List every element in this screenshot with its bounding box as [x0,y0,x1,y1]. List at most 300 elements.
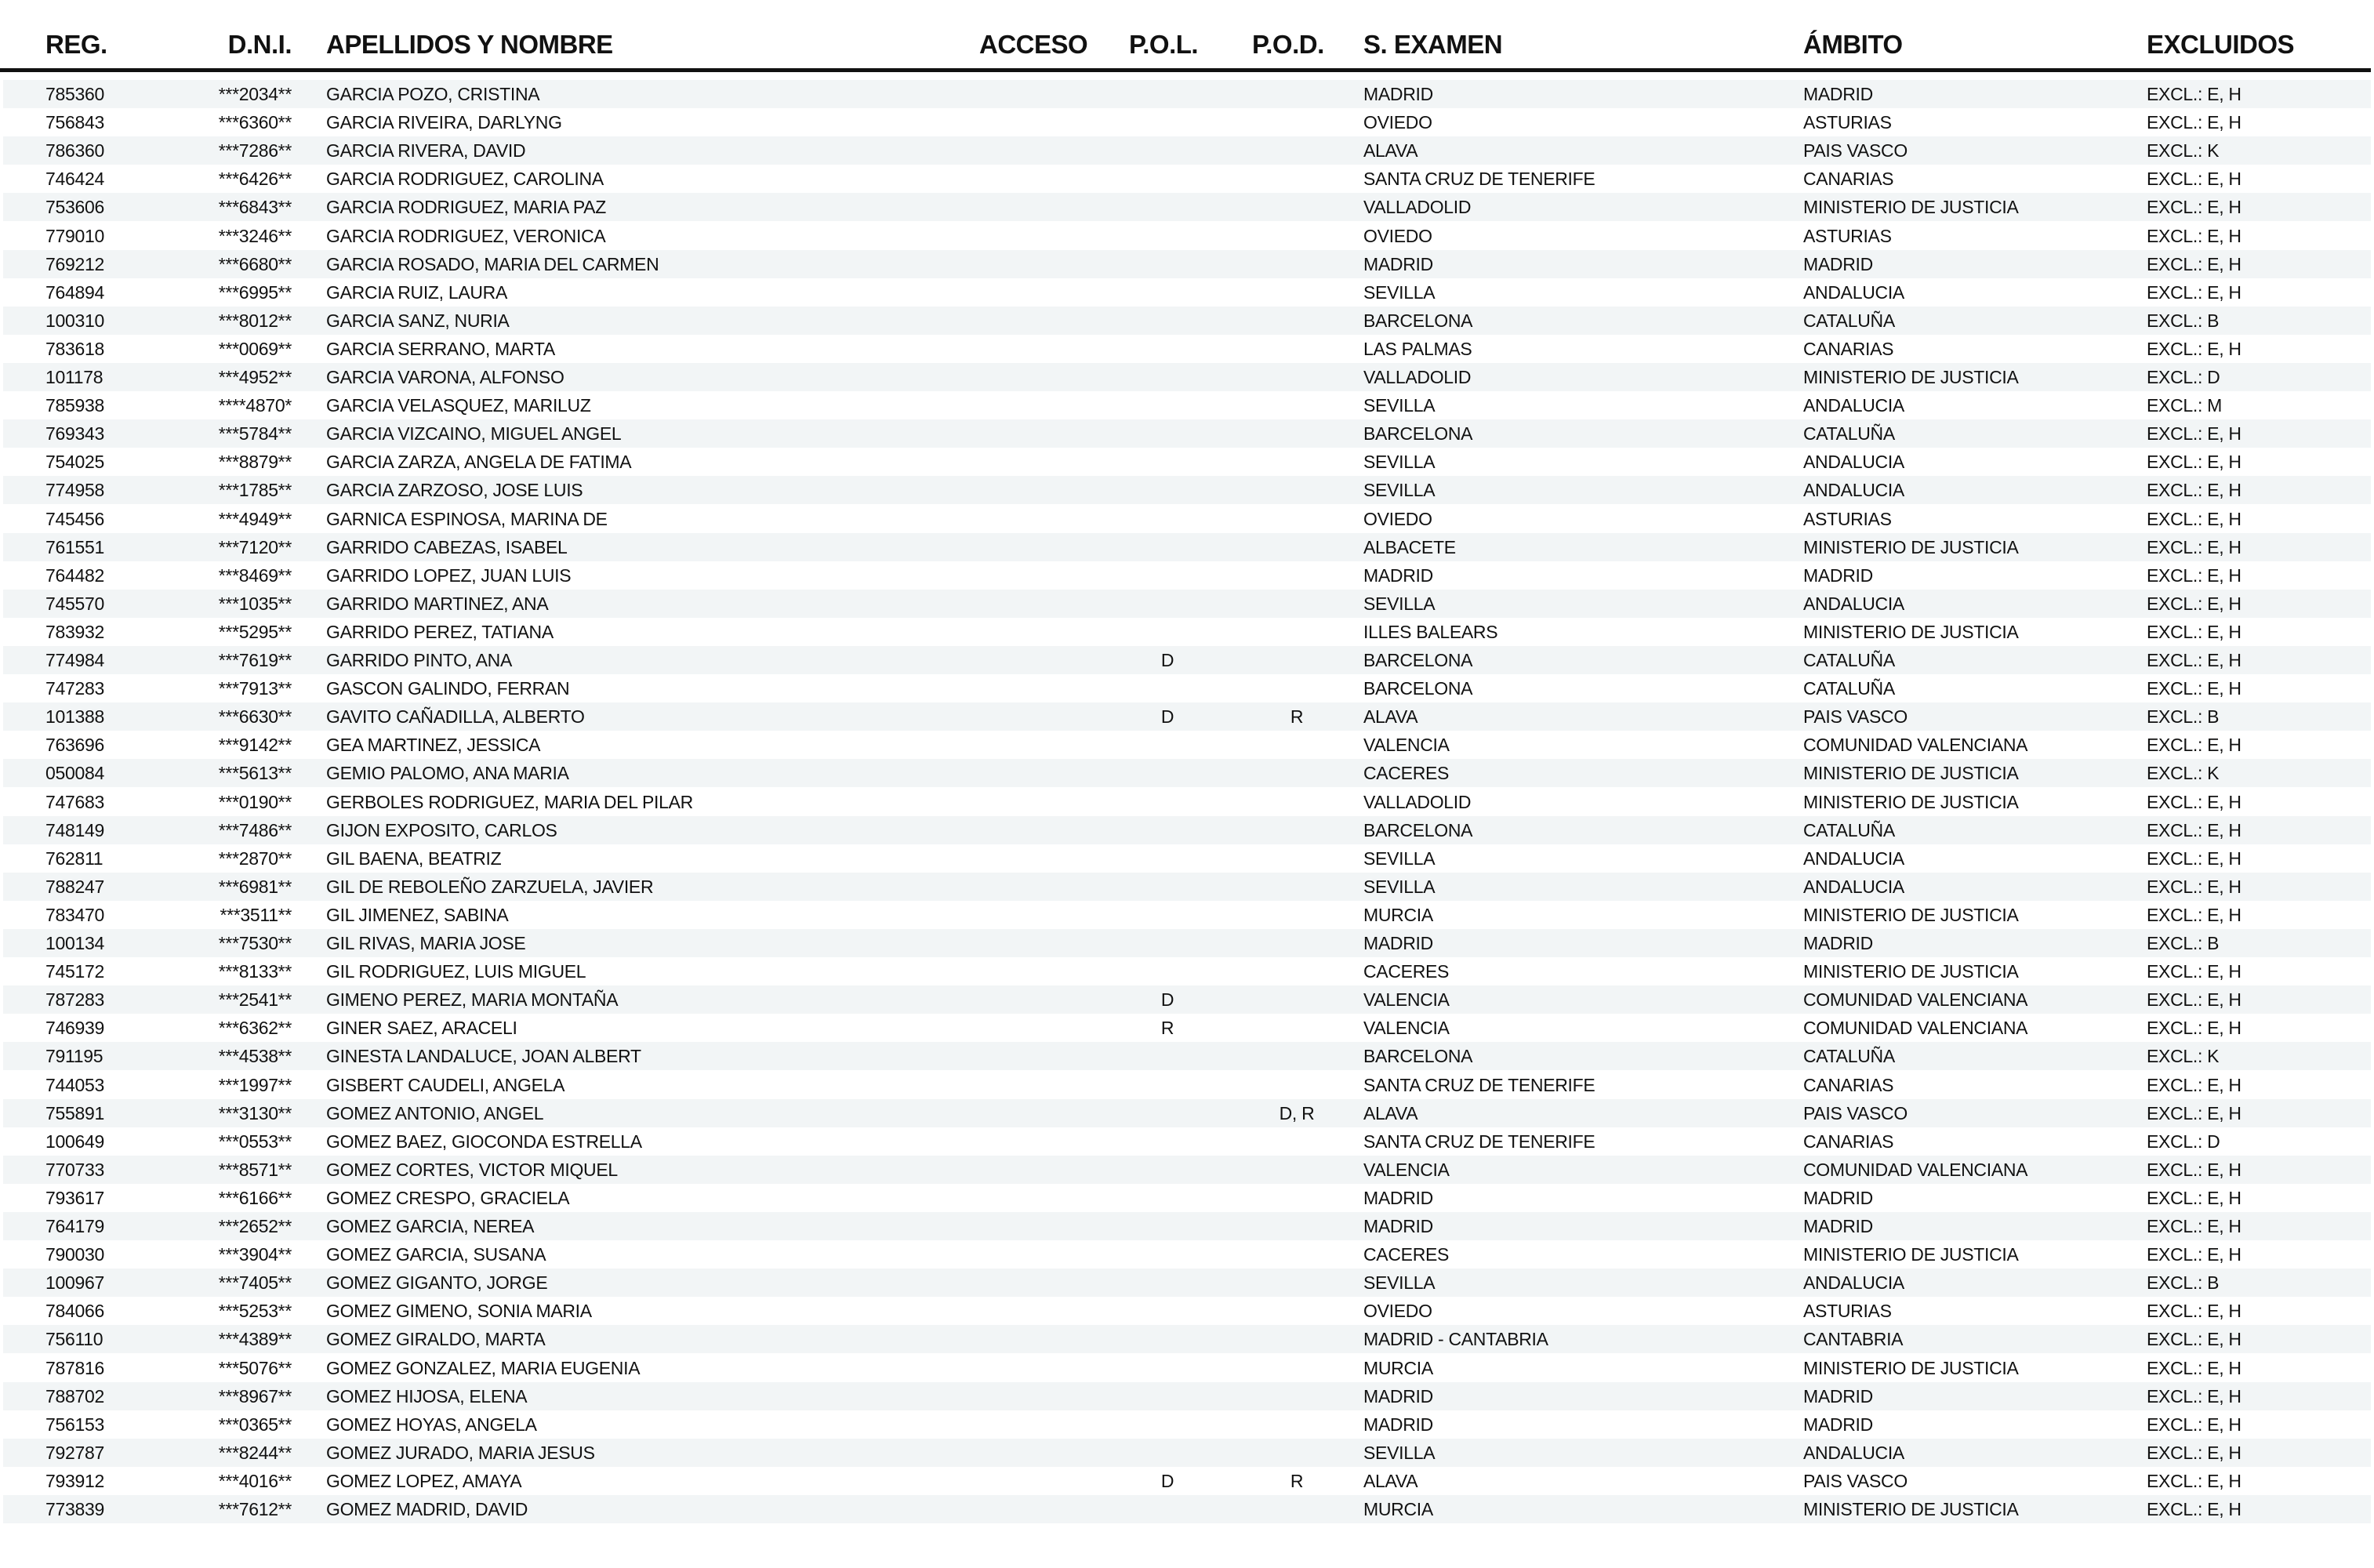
examen-cell: MADRID [1363,1414,1433,1435]
examen-cell: CACERES [1363,763,1450,784]
ambito-cell: MINISTERIO DE JUSTICIA [1803,621,2019,642]
name-cell: GOMEZ GARCIA, NEREA [326,1216,535,1236]
dni-cell: ***1997** [218,1074,292,1095]
name-cell: GARCIA RUIZ, LAURA [326,281,508,303]
name-cell: GERBOLES RODRIGUEZ, MARIA DEL PILAR [326,791,693,812]
reg-cell: 783932 [45,621,104,642]
table-row [3,1410,2371,1439]
examen-cell: SEVILLA [1363,1442,1436,1463]
table-row [3,1212,2371,1240]
excluidos-cell: EXCL.: E, H [2147,1499,2242,1519]
dni-cell: ***8967** [218,1385,292,1406]
pol-cell: R [1160,1018,1174,1039]
examen-cell: MADRID [1363,253,1433,274]
ambito-cell: MINISTERIO DE JUSTICIA [1803,1357,2019,1378]
name-cell: GARCIA POZO, CRISTINA [326,84,540,104]
dni-cell: ***7612** [218,1499,292,1519]
header-excluidos: EXCLUIDOS [2147,30,2295,59]
excluidos-cell: EXCL.: E, H [2147,1102,2242,1123]
name-cell: GARCIA RODRIGUEZ, MARIA PAZ [326,197,606,218]
ambito-cell: ANDALUCIA [1803,1442,1904,1463]
ambito-cell: MADRID [1803,564,1873,586]
name-cell: GARCIA ZARZOSO, JOSE LUIS [326,480,583,501]
reg-cell: 774958 [45,480,104,501]
name-cell: GINESTA LANDALUCE, JOAN ALBERT [326,1046,641,1067]
dni-cell: ***3904** [218,1244,292,1265]
reg-cell: 787816 [45,1357,104,1378]
examen-cell: MURCIA [1363,1357,1433,1378]
ambito-cell: MADRID [1803,1187,1873,1208]
table-row [3,1240,2371,1269]
table-row [3,419,2371,448]
examen-cell: MADRID [1363,564,1433,586]
table-row [3,1297,2371,1325]
ambito-cell: CATALUÑA [1803,650,1895,670]
excluidos-cell: EXCL.: E, H [2147,819,2242,840]
excluidos-cell: EXCL.: M [2147,395,2223,416]
name-cell: GEA MARTINEZ, JESSICA [326,735,541,756]
dni-cell: ***4389** [218,1329,292,1350]
excluidos-cell: EXCL.: K [2147,1046,2220,1067]
name-cell: GOMEZ HOYAS, ANGELA [326,1414,537,1435]
reg-cell: 756843 [45,112,104,133]
dni-cell: ***0365** [218,1414,292,1435]
excluidos-cell: EXCL.: E, H [2147,1159,2242,1180]
dni-cell: ***5784** [218,423,292,445]
ambito-cell: ASTURIAS [1803,508,1892,529]
examen-cell: SEVILLA [1363,848,1436,869]
reg-cell: 783618 [45,338,104,359]
name-cell: GISBERT CAUDELI, ANGELA [326,1074,565,1095]
reg-cell: 744053 [45,1074,104,1095]
examen-cell: ALAVA [1363,1102,1418,1123]
table-row [3,1325,2371,1353]
table-row [3,307,2371,335]
name-cell: GARCIA VARONA, ALFONSO [326,367,564,387]
dni-cell: ***0069** [218,338,292,359]
reg-cell: 100310 [45,310,104,331]
reg-cell: 762811 [45,848,103,869]
table-row [3,1439,2371,1467]
dni-cell: ***7619** [218,650,292,670]
name-cell: GOMEZ CORTES, VICTOR MIQUEL [326,1159,618,1180]
pol-cell: D [1160,1470,1174,1491]
ambito-cell: MINISTERIO DE JUSTICIA [1803,197,2019,218]
examen-cell: SEVILLA [1363,480,1436,501]
dni-cell: ***2034** [218,84,292,104]
excluidos-cell: EXCL.: E, H [2147,1329,2242,1350]
excluidos-cell: EXCL.: E, H [2147,876,2242,897]
reg-cell: 793617 [45,1187,104,1208]
excluidos-cell: EXCL.: B [2147,933,2220,953]
excluidos-cell: EXCL.: E, H [2147,1018,2242,1039]
reg-cell: 746939 [45,1018,104,1039]
name-cell: GAVITO CAÑADILLA, ALBERTO [326,706,585,728]
table-row [3,1042,2371,1070]
excluidos-cell: EXCL.: E, H [2147,904,2242,925]
reg-cell: 100967 [45,1272,104,1294]
reg-cell: 788247 [45,876,104,897]
name-cell: GARCIA RIVERA, DAVID [326,140,526,162]
examen-cell: BARCELONA [1363,650,1473,670]
ambito-cell: ANDALUCIA [1803,395,1904,416]
table-row [3,278,2371,307]
table-row [3,929,2371,957]
examen-cell: MURCIA [1363,1499,1433,1519]
reg-cell: 784066 [45,1301,104,1322]
table-row [3,1495,2371,1523]
reg-cell: 101178 [45,367,103,387]
table-row [3,165,2371,193]
examen-cell: VALENCIA [1363,1018,1450,1039]
dni-cell: ***3511** [220,904,292,925]
header-name: APELLIDOS Y NOMBRE [326,30,613,59]
excluidos-cell: EXCL.: E, H [2147,1357,2242,1378]
table-row [3,1269,2371,1297]
name-cell: GIL BAENA, BEATRIZ [326,848,502,869]
dni-cell: ***8571** [218,1159,292,1180]
ambito-cell: CATALUÑA [1803,819,1895,840]
examen-cell: ALAVA [1363,1470,1418,1491]
excluidos-cell: EXCL.: K [2147,140,2220,162]
dni-cell: ***8133** [218,961,292,982]
header-ambito: ÁMBITO [1803,30,1903,59]
examen-cell: BARCELONA [1363,1046,1473,1067]
table-row [3,957,2371,985]
examen-cell: MURCIA [1363,904,1433,925]
reg-cell: 100134 [45,933,104,953]
table-row [3,505,2371,533]
dni-cell: ***6995** [218,281,292,303]
examen-cell: OVIEDO [1363,112,1432,133]
name-cell: GARCIA VIZCAINO, MIGUEL ANGEL [326,423,622,445]
reg-cell: 783470 [45,904,104,925]
dni-cell: ***0190** [218,791,292,812]
dni-cell: ***8879** [218,452,292,473]
dni-cell: ***4016** [218,1470,292,1491]
table-row [3,731,2371,759]
examen-cell: VALLADOLID [1363,791,1472,812]
header-reg: REG. [45,30,107,59]
ambito-cell: PAIS VASCO [1803,140,1908,162]
ambito-cell: PAIS VASCO [1803,1470,1908,1491]
ambito-cell: ASTURIAS [1803,1301,1892,1322]
examen-cell: MADRID [1363,1187,1433,1208]
dni-cell: ***3246** [218,225,292,246]
examen-cell: ALAVA [1363,706,1418,728]
reg-cell: 761551 [45,536,104,557]
reg-cell: 774984 [45,650,104,670]
examen-cell: BARCELONA [1363,310,1473,331]
dni-cell: ***4949** [218,508,292,529]
ambito-cell: CANTABRIA [1803,1329,1904,1350]
reg-cell: 745456 [45,508,104,529]
dni-cell: ***6426** [218,169,292,190]
name-cell: GIL RIVAS, MARIA JOSE [326,933,526,953]
table-row [3,590,2371,618]
dni-cell: ***4952** [218,367,292,387]
name-cell: GARCIA RODRIGUEZ, CAROLINA [326,169,604,190]
excluidos-cell: EXCL.: E, H [2147,112,2242,133]
dni-cell: ****4870* [218,395,292,416]
reg-cell: 785360 [45,84,104,104]
table-row [3,476,2371,504]
table-row [3,873,2371,901]
excluidos-cell: EXCL.: E, H [2147,452,2242,473]
dni-cell: ***8469** [218,564,292,586]
name-cell: GARCIA VELASQUEZ, MARILUZ [326,395,591,416]
table-row [3,108,2371,136]
excluidos-cell: EXCL.: E, H [2147,281,2242,303]
name-cell: GOMEZ GONZALEZ, MARIA EUGENIA [326,1357,641,1378]
table-row [3,901,2371,929]
examen-cell: VALENCIA [1363,735,1450,756]
examen-cell: SANTA CRUZ DE TENERIFE [1363,1074,1595,1095]
examen-cell: ALBACETE [1363,536,1456,557]
excluidos-cell: EXCL.: E, H [2147,1244,2242,1265]
examen-cell: SANTA CRUZ DE TENERIFE [1363,169,1595,190]
table-row [3,391,2371,419]
reg-cell: 753606 [45,197,104,218]
examen-cell: ILLES BALEARS [1363,621,1498,642]
dni-cell: ***1785** [218,480,292,501]
examen-cell: SEVILLA [1363,395,1436,416]
examen-cell: LAS PALMAS [1363,338,1472,359]
table-row [3,618,2371,646]
examen-cell: OVIEDO [1363,508,1432,529]
name-cell: GARCIA RODRIGUEZ, VERONICA [326,225,606,246]
ambito-cell: COMUNIDAD VALENCIANA [1803,989,2028,1011]
examen-cell: VALENCIA [1363,989,1450,1011]
reg-cell: 779010 [45,225,104,246]
excluidos-cell: EXCL.: E, H [2147,593,2242,614]
pod-cell: R [1290,1470,1304,1491]
examen-cell: MADRID [1363,84,1433,104]
examen-cell: BARCELONA [1363,423,1473,445]
table-row [3,1156,2371,1184]
name-cell: GASCON GALINDO, FERRAN [326,678,570,699]
name-cell: GOMEZ LOPEZ, AMAYA [326,1470,522,1491]
dni-cell: ***0553** [218,1131,292,1152]
dni-cell: ***7530** [218,933,292,953]
dni-cell: ***6680** [218,253,292,274]
reg-cell: 791195 [45,1046,103,1067]
reg-cell: 792787 [45,1442,104,1463]
ambito-cell: COMUNIDAD VALENCIANA [1803,735,2028,756]
table-row [3,136,2371,165]
name-cell: GARCIA SERRANO, MARTA [326,338,555,359]
name-cell: GARCIA ZARZA, ANGELA DE FATIMA [326,452,632,473]
ambito-cell: MINISTERIO DE JUSTICIA [1803,904,2019,925]
dni-cell: ***6630** [218,706,292,728]
header-divider [0,68,2371,72]
excluidos-cell: EXCL.: E, H [2147,1216,2242,1236]
reg-cell: 793912 [45,1470,104,1491]
table-row [3,1382,2371,1410]
ambito-cell: PAIS VASCO [1803,1102,1908,1123]
reg-cell: 788702 [45,1385,104,1406]
reg-cell: 747283 [45,678,104,699]
table-row [3,816,2371,844]
table-row [3,844,2371,873]
examen-cell: MADRID [1363,933,1433,953]
name-cell: GARCIA SANZ, NURIA [326,310,510,331]
dni-cell: ***8012** [218,310,292,331]
ambito-cell: PAIS VASCO [1803,706,1908,728]
reg-cell: 769343 [45,423,104,445]
dni-cell: ***6360** [218,112,292,133]
reg-cell: 100649 [45,1131,104,1152]
name-cell: GINER SAEZ, ARACELI [326,1018,517,1039]
ambito-cell: MINISTERIO DE JUSTICIA [1803,961,2019,982]
excluidos-cell: EXCL.: E, H [2147,1414,2242,1435]
reg-cell: 101388 [45,706,104,728]
excluidos-cell: EXCL.: D [2147,1131,2220,1152]
ambito-cell: ANDALUCIA [1803,593,1904,614]
reg-cell: 769212 [45,253,104,274]
excluidos-cell: EXCL.: E, H [2147,1385,2242,1406]
name-cell: GOMEZ ANTONIO, ANGEL [326,1102,544,1123]
excluidos-cell: EXCL.: B [2147,1272,2220,1294]
examen-cell: SEVILLA [1363,1272,1436,1294]
examen-cell: VALLADOLID [1363,367,1472,387]
table-row [3,985,2371,1014]
excluidos-cell: EXCL.: E, H [2147,84,2242,104]
name-cell: GARRIDO MARTINEZ, ANA [326,593,549,614]
excluidos-cell: EXCL.: K [2147,763,2220,784]
examen-cell: BARCELONA [1363,678,1473,699]
ambito-cell: MADRID [1803,1216,1873,1236]
dni-cell: ***1035** [218,593,292,614]
ambito-cell: MADRID [1803,84,1873,104]
table-row [3,1099,2371,1127]
table-row [3,561,2371,590]
header-acceso: ACCESO [979,30,1088,59]
dni-cell: ***7486** [218,819,292,840]
ambito-cell: MINISTERIO DE JUSTICIA [1803,791,2019,812]
dni-cell: ***5076** [218,1357,292,1378]
dni-cell: ***6981** [218,876,292,897]
table-row [3,759,2371,787]
ambito-cell: ANDALUCIA [1803,1272,1904,1294]
examen-cell: CACERES [1363,961,1450,982]
examen-cell: SEVILLA [1363,452,1436,473]
reg-cell: 773839 [45,1499,104,1519]
ambito-cell: MINISTERIO DE JUSTICIA [1803,763,2019,784]
excluidos-cell: EXCL.: E, H [2147,564,2242,586]
reg-cell: 747683 [45,791,104,812]
pol-cell: D [1160,989,1174,1011]
examen-cell: MADRID [1363,1385,1433,1406]
name-cell: GOMEZ CRESPO, GRACIELA [326,1187,570,1208]
ambito-cell: ANDALUCIA [1803,452,1904,473]
examen-cell: OVIEDO [1363,1301,1432,1322]
reg-cell: 756110 [45,1329,103,1350]
reg-cell: 755891 [45,1102,104,1123]
name-cell: GOMEZ GIRALDO, MARTA [326,1329,546,1350]
excluidos-cell: EXCL.: E, H [2147,253,2242,274]
dni-cell: ***6362** [218,1018,292,1039]
table-row [3,1184,2371,1212]
dni-cell: ***5295** [218,621,292,642]
name-cell: GOMEZ GIMENO, SONIA MARIA [326,1301,592,1322]
header-pod: P.O.D. [1252,30,1324,59]
header-pol: P.O.L. [1129,30,1199,59]
excluidos-cell: EXCL.: D [2147,367,2220,387]
excluidos-cell: EXCL.: E, H [2147,338,2242,359]
reg-cell: 764482 [45,564,104,586]
excluidos-cell: EXCL.: E, H [2147,650,2242,670]
name-cell: GIL DE REBOLEÑO ZARZUELA, JAVIER [326,876,654,897]
ambito-cell: CANARIAS [1803,1131,1894,1152]
ambito-cell: CATALUÑA [1803,678,1895,699]
name-cell: GOMEZ GARCIA, SUSANA [326,1244,546,1265]
name-cell: GOMEZ BAEZ, GIOCONDA ESTRELLA [326,1131,642,1152]
header-examen: S. EXAMEN [1363,30,1503,59]
reg-cell: 746424 [45,169,104,190]
table-row [3,1354,2371,1382]
excluidos-cell: EXCL.: E, H [2147,1074,2242,1095]
name-cell: GARCIA RIVEIRA, DARLYNG [326,112,562,133]
table-row [3,222,2371,250]
dni-cell: ***3130** [218,1102,292,1123]
ambito-cell: ANDALUCIA [1803,281,1904,303]
excluidos-cell: EXCL.: E, H [2147,508,2242,529]
examen-cell: VALENCIA [1363,1159,1450,1180]
name-cell: GIL RODRIGUEZ, LUIS MIGUEL [326,961,586,982]
reg-cell: 787283 [45,989,104,1011]
ambito-cell: ANDALUCIA [1803,480,1904,501]
name-cell: GOMEZ GIGANTO, JORGE [326,1272,548,1294]
table-row [3,193,2371,221]
reg-cell: 754025 [45,452,104,473]
table-row [3,702,2371,731]
pol-cell: D [1160,706,1174,728]
table-row [3,363,2371,391]
name-cell: GARRIDO PINTO, ANA [326,650,512,670]
reg-cell: 745172 [45,961,104,982]
dni-cell: ***7405** [218,1272,292,1294]
excluidos-cell: EXCL.: E, H [2147,1187,2242,1208]
examen-cell: BARCELONA [1363,819,1473,840]
name-cell: GARRIDO PEREZ, TATIANA [326,621,554,642]
examen-cell: SANTA CRUZ DE TENERIFE [1363,1131,1595,1152]
name-cell: GARCIA ROSADO, MARIA DEL CARMEN [326,253,659,274]
examen-cell: VALLADOLID [1363,197,1472,218]
excluidos-cell: EXCL.: E, H [2147,791,2242,812]
reg-cell: 756153 [45,1414,104,1435]
ambito-cell: ANDALUCIA [1803,876,1904,897]
excluidos-cell: EXCL.: E, H [2147,961,2242,982]
name-cell: GIJON EXPOSITO, CARLOS [326,819,557,840]
examen-cell: CACERES [1363,1244,1450,1265]
ambito-cell: ASTURIAS [1803,112,1892,133]
examen-cell: OVIEDO [1363,225,1432,246]
ambito-cell: CANARIAS [1803,338,1894,359]
dni-cell: ***7120** [218,536,292,557]
table-row [3,533,2371,561]
ambito-cell: MINISTERIO DE JUSTICIA [1803,536,2019,557]
excluidos-cell: EXCL.: E, H [2147,848,2242,869]
pol-cell: D [1160,650,1174,670]
dni-cell: ***2870** [218,848,292,869]
excluidos-cell: EXCL.: E, H [2147,1470,2242,1491]
dni-cell: ***7286** [218,140,292,162]
excluidos-cell: EXCL.: E, H [2147,989,2242,1011]
table-row [3,646,2371,674]
ambito-cell: MINISTERIO DE JUSTICIA [1803,1244,2019,1265]
reg-cell: 763696 [45,735,104,756]
